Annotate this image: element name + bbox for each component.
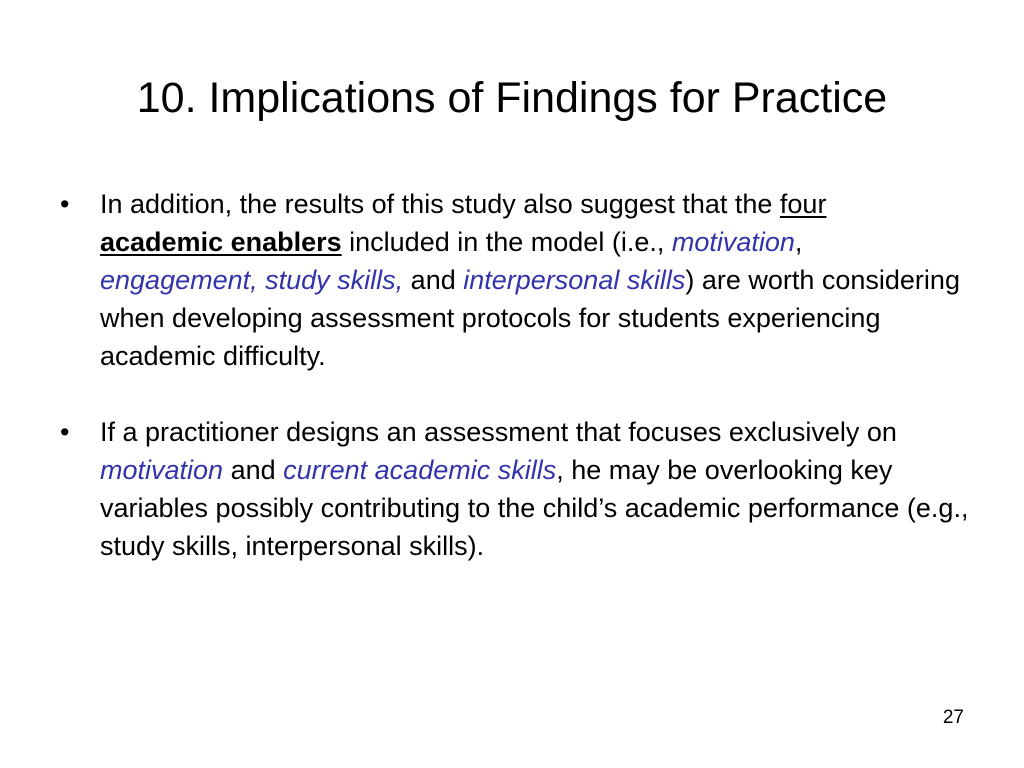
bullet-list [58,185,973,603]
page-number: 27 [942,707,964,728]
engagement-study-skills-term: engagement, study skills, [100,265,404,295]
bullet-item-1 [58,185,973,375]
four-underlined-text: four [779,189,827,219]
bullet-2-text-2: , he may be overlooking key variables possibly contributing to the child’s academic performance (e.g., study skills, interpersonal skills). [100,455,969,561]
bullet-2-text-1: If a practitioner designs an assessment that focuses exclusively on [100,417,897,447]
motivation-term: motivation [100,455,224,485]
bullet-1-text-2: included in the model (i.e., [341,227,672,257]
motivation-term: motivation [671,227,795,257]
and-text: and [403,265,464,295]
and-text: and [223,455,284,485]
slide-title: 10. Implications of Findings for Practice [136,74,888,122]
bullet-1-text-1: In addition, the results of this study also suggest that the [100,189,780,219]
current-academic-skills-term: current academic skills [283,455,557,485]
bullet-1-text-3: ) are worth considering when developing assessment protocols for students experiencing academic difficulty. [100,265,960,371]
bullet-marker: • [60,189,70,219]
comma-text: , [794,227,803,257]
interpersonal-skills-term: interpersonal skills [463,265,686,295]
bullet-marker: • [60,417,70,447]
bullet-item-2 [58,413,973,565]
academic-enablers-text: academic enablers [100,227,342,257]
